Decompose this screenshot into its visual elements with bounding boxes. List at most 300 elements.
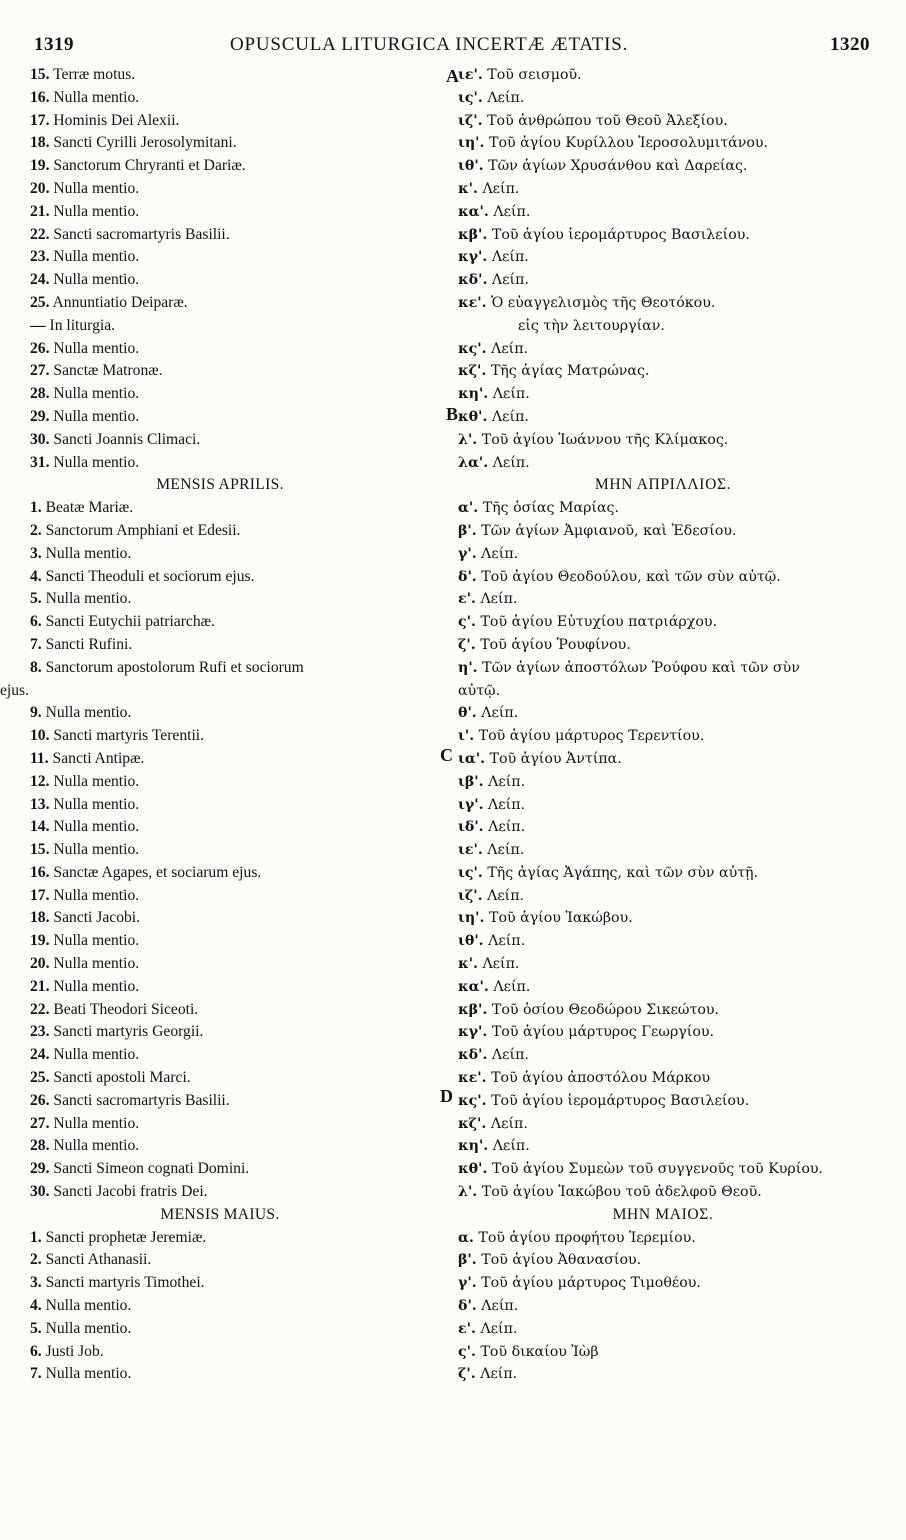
calendar-entry	[30, 1341, 450, 1364]
calendar-entry	[458, 1272, 898, 1295]
entry-text: Λείπ.	[482, 180, 520, 197]
entry-number: 17.	[30, 886, 50, 904]
entry-text: Τοῦ ἁγίου Ἰακώβου τοῦ ἀδελφοῦ Θεοῦ.	[481, 1184, 762, 1201]
entry-number: 13.	[30, 795, 50, 813]
entry-text: Τοῦ ἁγίου προφήτου Ἱερεμίου.	[478, 1229, 696, 1246]
calendar-entry	[30, 862, 450, 885]
entry-number: 20.	[30, 179, 50, 197]
entry-text: Nulla mentio.	[53, 932, 140, 950]
entry-number: γ'.	[458, 545, 477, 562]
calendar-entry	[30, 406, 450, 429]
margin-marker-c: C	[440, 745, 453, 765]
entry-text: Sancti Joannis Climaci.	[53, 430, 201, 448]
calendar-entry	[30, 999, 450, 1022]
calendar-entry	[30, 1067, 450, 1090]
calendar-entry	[30, 1158, 450, 1181]
entry-text: Nulla mentio.	[53, 271, 140, 289]
entry-number: 26.	[30, 1091, 50, 1109]
calendar-entry	[30, 155, 450, 178]
entry-number: 22.	[30, 225, 50, 243]
entry-text: Nulla mentio.	[53, 248, 140, 266]
entry-number: 30.	[30, 1183, 50, 1201]
entry-text: Beatæ Mariæ.	[45, 499, 134, 517]
calendar-entry	[458, 338, 898, 361]
calendar-entry	[458, 999, 898, 1022]
entry-number: δ'.	[458, 1298, 477, 1315]
entry-text: Τοῦ ὁσίου Θεοδώρου Σικεώτου.	[491, 1001, 720, 1018]
entry-number: ια'.	[458, 750, 486, 767]
calendar-entry	[30, 930, 450, 953]
entry-text: Sancti martyris Timothei.	[45, 1274, 205, 1292]
entry-number: κη'.	[458, 386, 489, 403]
entry-text: Τοῦ ἁγίου Συμεὼν τοῦ συγγενοῦς τοῦ Κυρίου.	[491, 1161, 823, 1178]
calendar-entry	[458, 383, 898, 406]
entry-number: 26.	[30, 339, 50, 357]
calendar-entry	[458, 132, 898, 155]
calendar-entry	[458, 771, 898, 794]
calendar-entry	[458, 520, 898, 543]
entry-number: κβ'.	[458, 226, 488, 243]
calendar-entry	[30, 64, 450, 87]
calendar-entry	[30, 269, 450, 292]
calendar-entry	[30, 497, 450, 520]
entry-number: 9.	[30, 704, 42, 722]
calendar-entry	[458, 839, 898, 862]
entry-text: Τῆς ἁγίας Ἀγάπης, καὶ τῶν σὺν αὐτῇ.	[487, 864, 759, 881]
entry-number: ιη'.	[458, 135, 485, 152]
entry-number: 28.	[30, 385, 50, 403]
entry-number: κα'.	[458, 203, 489, 220]
entry-number: λ'.	[458, 431, 478, 448]
entry-text: Λείπ.	[491, 249, 529, 266]
calendar-entry	[30, 1249, 450, 1272]
entry-number: 29.	[30, 407, 50, 425]
calendar-entry	[458, 406, 898, 429]
entry-number: 23.	[30, 1023, 50, 1041]
entry-number: 28.	[30, 1137, 50, 1155]
entry-number: ς'.	[458, 1343, 476, 1360]
month-heading: MENSIS APRILIS.	[156, 476, 284, 494]
entry-number: 6.	[30, 613, 42, 631]
calendar-entry	[458, 976, 898, 999]
entry-text: Nulla mentio.	[53, 977, 140, 995]
calendar-entry	[30, 87, 450, 110]
entry-text: Sancti Rufini.	[45, 635, 133, 653]
entry-number: 19.	[30, 932, 50, 950]
entry-number: ε'.	[458, 591, 476, 608]
calendar-entry	[30, 748, 450, 771]
entry-text: Annuntiatio Deiparæ.	[52, 293, 188, 311]
entry-number: 12.	[30, 772, 50, 790]
entry-text: Sancti sacromartyris Basilii.	[53, 225, 230, 243]
calendar-entry	[30, 1181, 450, 1204]
entry-text: Λείπ.	[491, 340, 529, 357]
margin-marker-b: B	[446, 404, 459, 424]
calendar-entry	[30, 976, 450, 999]
entry-number: 1.	[30, 499, 42, 517]
entry-text: Τοῦ ἁγίου Εὐτυχίου πατριάρχου.	[480, 614, 718, 631]
entry-number: ιβ'.	[458, 773, 484, 790]
entry-number: 30.	[30, 430, 50, 448]
month-heading: ΜΗΝ ΑΠΡΙΛΛΙΟΣ.	[594, 476, 732, 494]
entry-text: Τοῦ ἁγίου Ἰωάννου τῆς Κλίμακος.	[481, 431, 729, 448]
margin-marker-a: A	[446, 66, 459, 86]
entry-number: λ'.	[458, 1184, 478, 1201]
entry-text: Λείπ.	[488, 819, 526, 836]
margin-marker-d: D	[440, 1086, 453, 1106]
calendar-entry	[30, 794, 450, 817]
calendar-entry	[458, 1295, 898, 1318]
calendar-entry	[458, 794, 898, 817]
entry-number: 5.	[30, 590, 42, 608]
entry-number: 29.	[30, 1160, 50, 1178]
entry-number: ε'.	[458, 1320, 476, 1337]
entry-text: Justi Job.	[45, 1342, 104, 1360]
entry-number: 21.	[30, 202, 50, 220]
entry-number: ιδ'.	[458, 819, 484, 836]
calendar-entry	[30, 132, 450, 155]
entry-number: κη'.	[458, 1138, 489, 1155]
entry-number: κβ'.	[458, 1001, 488, 1018]
entry-text: Nulla mentio.	[53, 795, 140, 813]
entry-number: κθ'.	[458, 1161, 488, 1178]
entry-text: Beati Theodori Siceoti.	[53, 1000, 199, 1018]
entry-text: Nulla mentio.	[53, 772, 140, 790]
entry-text: Sancti Cyrilli Jerosolymitani.	[53, 134, 237, 152]
entry-number: 19.	[30, 157, 50, 175]
entry-text: Nulla mentio.	[53, 818, 140, 836]
calendar-entry	[458, 110, 898, 133]
calendar-entry	[30, 885, 450, 908]
entry-number: 18.	[30, 134, 50, 152]
calendar-entry	[458, 1249, 898, 1272]
entry-text: Λείπ.	[481, 705, 519, 722]
calendar-entry	[30, 1090, 450, 1113]
entry-number: η'.	[458, 659, 478, 676]
entry-text: Τοῦ ἁγίου Θεοδούλου, καὶ τῶν σὺν αὐτῷ.	[481, 568, 781, 585]
entry-number: 31.	[30, 453, 50, 471]
entry-text: Λείπ.	[487, 842, 525, 859]
entry-text: Λείπ.	[481, 1298, 519, 1315]
entry-text: Nulla mentio.	[53, 1137, 140, 1155]
entry-number: 2.	[30, 521, 42, 539]
entry-text: Τοῦ δικαίου Ἰὼβ	[480, 1343, 599, 1360]
entry-number: κς'.	[458, 1092, 487, 1109]
entry-number: 2.	[30, 1251, 42, 1269]
entry-number: 22.	[30, 1000, 50, 1018]
calendar-entry	[30, 315, 450, 338]
entry-text: Τοῦ ἀνθρώπου τοῦ Θεοῦ Ἀλεξίου.	[487, 112, 728, 129]
entry-number: κδ'.	[458, 272, 488, 289]
calendar-entry	[458, 1363, 898, 1386]
entry-text: Τῶν ἁγίων Χρυσάνθου καὶ Δαρείας.	[488, 158, 748, 175]
entry-text: Nulla mentio.	[53, 407, 140, 425]
entry-text: Sancti Antipæ.	[52, 749, 145, 767]
entry-number: β'.	[458, 522, 477, 539]
entry-text: Τοῦ ἁγίου μάρτυρος Τιμοθέου.	[481, 1275, 701, 1292]
entry-text: Sancti Theoduli et sociorum ejus.	[45, 567, 255, 585]
entry-number: 27.	[30, 1114, 50, 1132]
entry-number: 7.	[30, 1365, 42, 1383]
calendar-entry	[30, 429, 450, 452]
entry-text: Ὁ εὐαγγελισμὸς τῆς Θεοτόκου.	[491, 294, 716, 311]
calendar-entry	[458, 269, 898, 292]
calendar-entry	[458, 907, 898, 930]
calendar-entry	[458, 87, 898, 110]
calendar-entry	[30, 178, 450, 201]
calendar-entry	[458, 452, 898, 475]
entry-text: Nulla mentio.	[53, 955, 140, 973]
entry-text: Λείπ.	[491, 1047, 529, 1064]
calendar-entry	[458, 930, 898, 953]
entry-text: Λείπ.	[493, 203, 531, 220]
calendar-entry	[30, 702, 450, 725]
entry-number: γ'.	[458, 1275, 477, 1292]
entry-text: Nulla mentio.	[53, 1114, 140, 1132]
entry-text: Sancti apostoli Marci.	[53, 1069, 191, 1087]
entry-text: Nulla mentio.	[45, 1319, 132, 1337]
entry-text: Sancti martyris Georgii.	[53, 1023, 204, 1041]
entry-number: —	[30, 316, 46, 334]
entry-number: 25.	[30, 1069, 50, 1087]
entry-number: 10.	[30, 727, 50, 745]
entry-number: ις'.	[458, 864, 483, 881]
entry-text: Nulla mentio.	[53, 886, 140, 904]
calendar-entry	[458, 178, 898, 201]
entry-text: Sancti Jacobi fratris Dei.	[53, 1183, 208, 1201]
entry-text: Τοῦ ἁγίου ἱερομάρτυρος Βασιλείου.	[491, 226, 750, 243]
entry-number: 15.	[30, 66, 50, 83]
calendar-entry	[458, 292, 898, 315]
calendar-entry	[30, 1021, 450, 1044]
calendar-entry	[30, 224, 450, 247]
calendar-entry	[30, 1272, 450, 1295]
page-header	[0, 34, 906, 64]
calendar-entry	[30, 588, 450, 611]
entry-number: 4.	[30, 1297, 42, 1315]
calendar-entry	[458, 1158, 898, 1181]
calendar-entry	[30, 1135, 450, 1158]
entry-text: Λείπ.	[492, 1138, 530, 1155]
entry-number: 27.	[30, 362, 50, 380]
entry-number: 25.	[30, 293, 50, 311]
entry-text: Nulla mentio.	[45, 590, 132, 608]
calendar-entry	[30, 201, 450, 224]
entry-text: Sancti martyris Terentii.	[53, 727, 205, 745]
calendar-entry	[458, 657, 898, 680]
entry-text: Λείπ.	[488, 773, 526, 790]
entry-text: Sancti sacromartyris Basilii.	[53, 1091, 230, 1109]
entry-number: 21.	[30, 977, 50, 995]
entry-text: In liturgia.	[49, 316, 116, 334]
entry-number: ιθ'.	[458, 158, 484, 175]
entry-text: Nulla mentio.	[53, 385, 140, 403]
calendar-entry	[30, 907, 450, 930]
entry-text: Τῆς ὁσίας Μαρίας.	[482, 500, 620, 517]
entry-number: κε'.	[458, 1070, 487, 1087]
entry-number: ιζ'.	[458, 112, 483, 129]
calendar-entry	[458, 64, 898, 87]
calendar-entry	[30, 383, 450, 406]
entry-text: Λείπ.	[491, 408, 529, 425]
calendar-entry	[458, 429, 898, 452]
entry-number: κζ'.	[458, 1115, 487, 1132]
entry-text: Τῶν ἁγίων Ἀμφιανοῦ, καὶ Ἐδεσίου.	[481, 522, 737, 539]
calendar-entry	[30, 953, 450, 976]
calendar-entry	[458, 155, 898, 178]
calendar-entry	[30, 771, 450, 794]
entry-number: κδ'.	[458, 1047, 488, 1064]
entry-number: 5.	[30, 1319, 42, 1337]
entry-number: α.	[458, 1229, 474, 1246]
entry-text: Τοῦ ἁγίου μάρτυρος Τερεντίου.	[478, 728, 705, 745]
entry-text: Λείπ.	[491, 272, 529, 289]
entry-number: 3.	[30, 544, 42, 562]
entry-text: Nulla mentio.	[53, 202, 140, 220]
entry-text: Nulla mentio.	[45, 1297, 132, 1315]
calendar-entry	[458, 1113, 898, 1136]
calendar-entry	[458, 725, 898, 748]
entry-number: 18.	[30, 909, 50, 927]
entry-text: Τοῦ ἁγίου Ἰακώβου.	[488, 910, 633, 927]
entry-number: κ'.	[458, 956, 478, 973]
calendar-entry	[458, 566, 898, 589]
entry-text: Hominis Dei Alexii.	[53, 111, 180, 129]
entry-text: Nulla mentio.	[53, 841, 140, 859]
entry-text: Nulla mentio.	[45, 704, 132, 722]
entry-number: ι'.	[458, 728, 475, 745]
calendar-entry	[458, 1021, 898, 1044]
entry-text: Λείπ.	[492, 386, 530, 403]
entry-number: 17.	[30, 111, 50, 129]
entry-number: κγ'.	[458, 249, 488, 266]
calendar-entry	[458, 1341, 898, 1364]
month-heading: ΜΗΝ ΜΑΙΟΣ.	[612, 1205, 714, 1223]
calendar-entry	[458, 497, 898, 520]
entry-continuation: ejus.	[0, 681, 30, 699]
calendar-entry	[30, 110, 450, 133]
entry-number: ιγ'.	[458, 796, 484, 813]
calendar-entry	[458, 1318, 898, 1341]
entry-text: Τῶν ἁγίων ἀποστόλων Ῥούφου καὶ τῶν σὺν	[482, 659, 800, 676]
entry-number: ζ'.	[458, 636, 476, 653]
entry-text: Sancti Simeon cognati Domini.	[53, 1160, 250, 1178]
entry-number: κα'.	[458, 978, 489, 995]
page-number-right: 1320	[830, 34, 870, 55]
calendar-entry	[30, 452, 450, 475]
calendar-entry	[30, 360, 450, 383]
calendar-entry	[30, 1227, 450, 1250]
entry-number: λα'.	[458, 454, 489, 471]
entry-number: ις'.	[458, 89, 483, 106]
calendar-entry	[30, 1363, 450, 1386]
entry-text: Τῆς ἁγίας Ματρώνας.	[490, 363, 650, 380]
entry-text: Λείπ.	[480, 591, 518, 608]
calendar-entry	[30, 816, 450, 839]
calendar-entry	[458, 201, 898, 224]
calendar-entry	[458, 224, 898, 247]
calendar-entry	[30, 246, 450, 269]
calendar-entry	[30, 634, 450, 657]
entry-number: 11.	[30, 749, 49, 767]
entry-text: Sanctæ Agapes, et sociarum ejus.	[53, 863, 262, 881]
entry-text: Terræ motus.	[53, 66, 136, 83]
calendar-entry	[458, 1227, 898, 1250]
entry-text: Λείπ.	[492, 454, 530, 471]
entry-number: ιε'.	[458, 67, 483, 83]
calendar-entry	[30, 520, 450, 543]
calendar-entry	[458, 588, 898, 611]
entry-number: 14.	[30, 818, 50, 836]
entry-text: Sancti prophetæ Jeremiæ.	[45, 1228, 207, 1246]
entry-number: 24.	[30, 271, 50, 289]
entry-number: α'.	[458, 500, 479, 517]
entry-text: Λείπ.	[482, 956, 520, 973]
month-heading: MENSIS MAIUS.	[160, 1205, 280, 1223]
calendar-entry	[30, 657, 450, 680]
calendar-entry	[458, 885, 898, 908]
entry-text: Nulla mentio.	[53, 179, 140, 197]
calendar-entry	[458, 816, 898, 839]
entry-text: Τοῦ ἁγίου Ῥουφίνου.	[480, 636, 631, 653]
entry-text: Nulla mentio.	[53, 1046, 140, 1064]
calendar-entry	[30, 1295, 450, 1318]
entry-number: κζ'.	[458, 363, 487, 380]
entry-number: 7.	[30, 635, 42, 653]
entry-text: Λείπ.	[480, 1320, 518, 1337]
page-number-left: 1319	[34, 34, 74, 55]
entry-number: ιη'.	[458, 910, 485, 927]
entry-text: Λείπ.	[481, 545, 519, 562]
calendar-entry	[30, 1044, 450, 1067]
entry-number: κθ'.	[458, 408, 488, 425]
entry-text: Λείπ.	[488, 796, 526, 813]
entry-number: ιθ'.	[458, 933, 484, 950]
entry-text: Sanctorum Chryranti et Dariæ.	[53, 157, 246, 175]
calendar-entry	[458, 543, 898, 566]
calendar-entry	[30, 611, 450, 634]
entry-text: Sancti Eutychii patriarchæ.	[45, 613, 215, 631]
entry-number: 3.	[30, 1274, 42, 1292]
entry-number: δ'.	[458, 568, 477, 585]
entry-text: Nulla mentio.	[53, 88, 140, 106]
entry-number: 6.	[30, 1342, 42, 1360]
entry-text: Τοῦ σεισμοῦ.	[487, 67, 582, 83]
entry-text: Λείπ.	[480, 1366, 518, 1383]
calendar-entry	[30, 1113, 450, 1136]
greek-column	[458, 64, 898, 1386]
entry-text: Τοῦ ἁγίου μάρτυρος Γεωργίου.	[491, 1024, 715, 1041]
running-title: OPUSCULA LITURGICA INCERTÆ ÆTATIS.	[230, 34, 629, 55]
entry-text: Nulla mentio.	[53, 453, 140, 471]
entry-text: Nulla mentio.	[53, 339, 140, 357]
entry-text: Sancti Athanasii.	[45, 1251, 152, 1269]
calendar-entry	[458, 1181, 898, 1204]
entry-text: Λείπ.	[490, 1115, 528, 1132]
entry-number: κ'.	[458, 180, 478, 197]
calendar-entry	[458, 862, 898, 885]
entry-number: ζ'.	[458, 1366, 476, 1383]
calendar-entry	[458, 702, 898, 725]
calendar-entry	[458, 1044, 898, 1067]
entry-text: Sanctorum Amphiani et Edesii.	[45, 521, 241, 539]
entry-number: θ'.	[458, 705, 477, 722]
entry-number: κγ'.	[458, 1024, 488, 1041]
calendar-entry	[30, 839, 450, 862]
entry-text: Λείπ.	[493, 978, 531, 995]
entry-number: ιζ'.	[458, 887, 483, 904]
entry-text: Λείπ.	[488, 933, 526, 950]
